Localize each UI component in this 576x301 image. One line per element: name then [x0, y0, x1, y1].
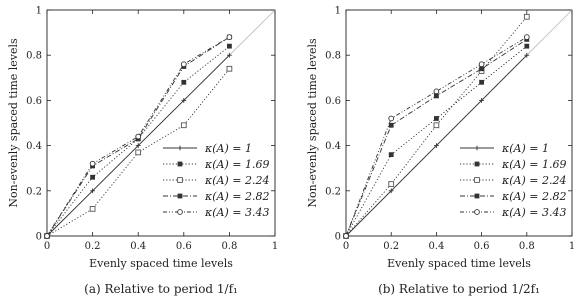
legend-label: κ(A) = 1.69: [205, 158, 270, 171]
series-line: [346, 37, 527, 236]
legend: [163, 142, 269, 219]
y-tick-label: 0.6: [26, 95, 42, 107]
y-tick-label: 0.4: [325, 141, 341, 153]
series-5: [45, 35, 232, 239]
data-point: [90, 161, 95, 166]
legend-marker: [475, 162, 480, 167]
y-tick-label: 0.2: [325, 186, 341, 198]
legend-item: [460, 206, 566, 219]
series-1: [45, 53, 232, 239]
series-3: [45, 66, 232, 238]
data-point: [181, 80, 186, 85]
y-tick-label: 1: [334, 5, 341, 17]
legend-marker: [178, 210, 183, 215]
legend-label: κ(A) = 2.82: [205, 190, 270, 203]
legend: [460, 142, 566, 219]
legend-item: [460, 158, 566, 171]
legend-label: κ(A) = 1: [205, 142, 252, 155]
legend-marker: [475, 194, 480, 199]
legend-marker: [475, 146, 480, 151]
y-axis-label: Non-evenly spaced time levels: [306, 38, 319, 208]
y-tick-label: 0.6: [325, 95, 341, 107]
legend-label: κ(A) = 3.43: [502, 206, 567, 219]
legend-item: [460, 190, 566, 203]
legend-marker: [178, 162, 183, 167]
legend-label: κ(A) = 1: [502, 142, 549, 155]
data-point: [90, 206, 95, 211]
data-point: [389, 182, 394, 187]
series-line: [346, 39, 527, 236]
data-point: [479, 80, 484, 85]
legend-item: [460, 142, 549, 155]
data-point: [227, 35, 232, 40]
data-point: [479, 62, 484, 67]
x-tick-label: 0.8: [518, 241, 535, 252]
data-point: [227, 66, 232, 71]
y-axis-label: Non-evenly spaced time levels: [7, 38, 20, 208]
legend-label: κ(A) = 3.43: [205, 206, 270, 219]
legend-marker: [178, 146, 183, 151]
legend-item: [163, 158, 269, 171]
y-tick-label: 0.8: [26, 50, 42, 62]
x-tick-label: 0.2: [84, 241, 101, 252]
x-tick-label: 0.2: [383, 241, 400, 252]
y-tick-label: 0: [334, 231, 341, 243]
x-axis-label: Evenly spaced time levels: [387, 257, 531, 270]
legend-item: [460, 174, 566, 187]
series-3: [344, 14, 530, 238]
x-tick-label: 1: [568, 241, 576, 252]
data-point: [181, 123, 186, 128]
y-tick-label: 0.2: [26, 186, 42, 198]
data-point: [136, 150, 141, 155]
series-line: [346, 46, 527, 236]
x-tick-label: 0.6: [473, 241, 490, 252]
legend-marker: [475, 178, 480, 183]
y-tick-label: 0.4: [26, 141, 42, 153]
data-point: [389, 116, 394, 121]
legend-marker: [178, 194, 183, 199]
legend-marker: [475, 210, 480, 215]
x-tick-label: 0.6: [175, 241, 192, 252]
data-point: [434, 116, 439, 121]
legend-label: κ(A) = 2.82: [502, 190, 567, 203]
x-tick-label: 0.4: [428, 241, 445, 252]
data-point: [45, 234, 50, 239]
data-point: [90, 175, 95, 180]
legend-label: κ(A) = 1.69: [502, 158, 567, 171]
chart-panel-a: [7, 6, 278, 297]
data-point: [181, 62, 186, 67]
y-tick-label: 1: [35, 5, 42, 17]
y-tick-label: 0.8: [325, 50, 341, 62]
data-point: [524, 14, 529, 19]
data-point: [524, 35, 529, 40]
legend-marker: [178, 178, 183, 183]
x-tick-label: 0: [43, 241, 51, 252]
x-tick-label: 0.8: [221, 241, 238, 252]
legend-item: [163, 190, 269, 203]
panel-caption: (b) Relative to period 1/2f₁: [378, 282, 540, 296]
y-tick-label: 0: [35, 231, 42, 243]
legend-item: [163, 174, 269, 187]
data-point: [434, 123, 439, 128]
legend-item: [163, 206, 269, 219]
x-axis-label: Evenly spaced time levels: [89, 257, 233, 270]
x-tick-label: 0: [342, 241, 350, 252]
data-point: [227, 44, 232, 49]
data-point: [524, 44, 529, 49]
data-point: [389, 152, 394, 157]
x-tick-label: 1: [271, 241, 279, 252]
data-point: [136, 134, 141, 139]
legend-item: [163, 142, 252, 155]
legend-label: κ(A) = 2.24: [205, 174, 270, 187]
panel-caption: (a) Relative to period 1/f₁: [84, 282, 238, 296]
legend-label: κ(A) = 2.24: [502, 174, 567, 187]
data-point: [434, 89, 439, 94]
chart-panel-b: [306, 6, 575, 297]
x-tick-label: 0.4: [130, 241, 147, 252]
data-point: [344, 234, 349, 239]
